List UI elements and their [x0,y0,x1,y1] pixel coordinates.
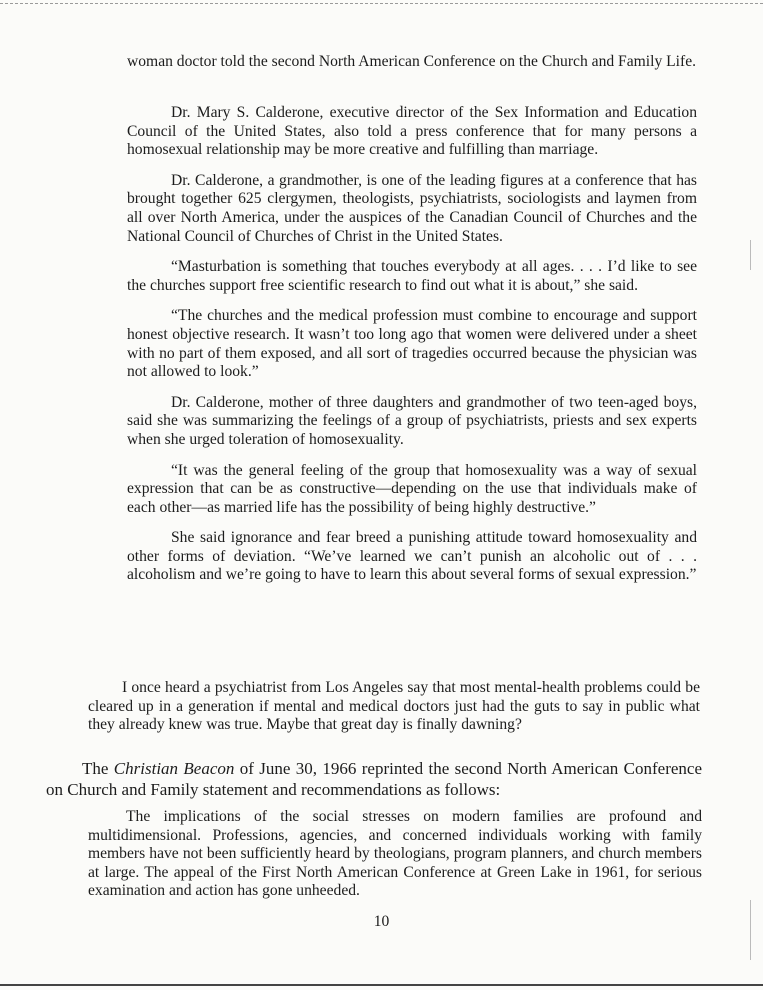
publication-title: Christian Beacon [113,759,235,778]
paragraph-5: “The churches and the medical profession must combine to encourage and support honest objective research. It wasn’t too long ago that women were delivered under a sheet with no part of them exposed, and all sort of tragedies occurred because the physician was not allowed to look.” [127,307,697,381]
paragraph-11: The implications of the social stresses on modern families are profound and multidimensional. Professions, agencies, and concerned individuals working with family members have not been sufficiently heard by theologians, program planners, and church members at large. The appeal of the First North American Conference at Green Lake in 1961, for serious examination and action has gone unheeded. [88,808,702,900]
paragraph-6: Dr. Calderone, mother of three daughters and grandmother of two teen-aged boys, said she was summarizing the feelings of a group of psychiatrists, priests and sex experts when she urged toleration of homosexuality. [127,393,697,448]
section-intro [46,758,702,800]
paragraph-7: “It was the general feeling of the group that homosexuality was a way of sexual expression that can be as constructive—depending on the use that individuals make of each other—as married life has the possibility of being highly destructive.” [127,461,697,516]
quoted-article-cont [127,104,697,597]
paragraph-3: Dr. Calderone, a grandmother, is one of the leading figures at a conference that has brought together 625 clergymen, theologists, psychiatrists, sociologists and laymen from all over North America, under the auspices of the Canadian Council of Churches and the National Council of Churches of Christ in the United States. [127,171,697,245]
quoted-article [127,53,697,84]
paragraph-9: I once heard a psychiatrist from Los Angeles say that most mental-health problems could be cleared up in a generation if mental and medical doctors just had the guts to say in public what they already knew was true. Maybe that great day is finally dawning? [88,679,700,734]
conference-statement [88,808,702,901]
paragraph-8: She said ignorance and fear breed a punishing attitude toward homosexuality and other forms of deviation. “We’ve learned we can’t punish an alcoholic out of . . . alcoholism and we’re going to have to learn this about several forms of sexual expression.” [127,529,697,584]
paragraph-4: “Masturbation is something that touches everybody at all ages. . . . I’d like to see the churches support free scientific research to find out what it is about,” she said. [127,258,697,294]
intro-prefix: The [82,759,114,778]
paragraph-1: woman doctor told the second North American Conference on the Church and Family Life. [127,53,697,70]
intro-suffix: of June 30, 1966 reprinted the second North American Conference on Church and Family statement and recommendations as follows: [46,759,702,799]
paragraph-10 [46,758,702,800]
bottom-edge-rule [0,984,763,986]
author-commentary [88,679,700,735]
page-number: 10 [373,913,390,930]
paragraph-2: Dr. Mary S. Calderone, executive director of the Sex Information and Education Council of the United States, also told a press conference that for many persons a homosexual relationship may be more creative and fulfilling than marriage. [127,104,697,159]
